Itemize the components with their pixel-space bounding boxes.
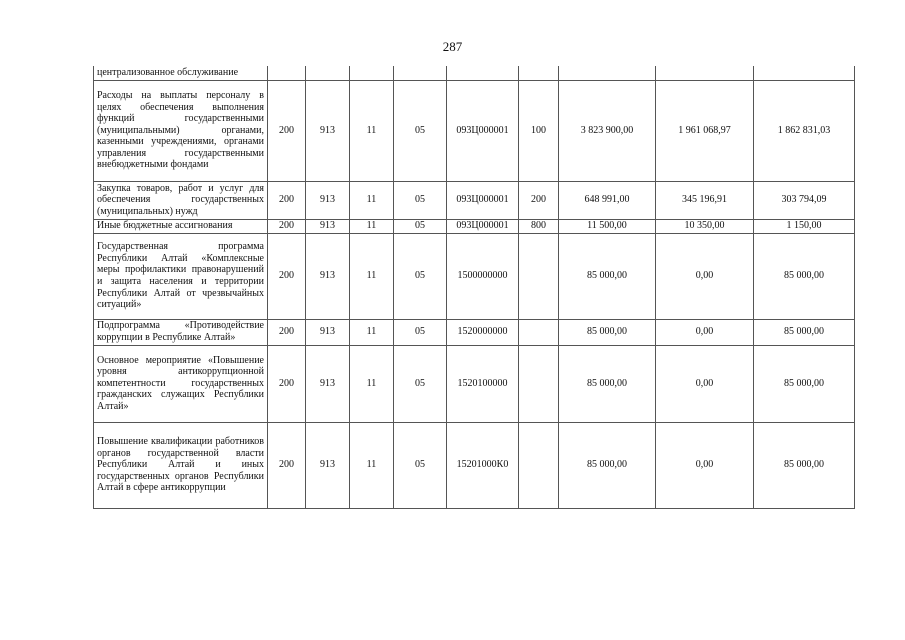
page-number: 287: [442, 39, 463, 54]
cell-amount-plan: 85 000,00: [559, 233, 656, 319]
cell-amount-plan: 648 991,00: [559, 181, 656, 219]
cell-ministry-code: 913: [306, 233, 350, 319]
cell-target-article: [447, 66, 519, 80]
cell-amount-plan: 85 000,00: [559, 422, 656, 508]
cell-expense-type: [519, 422, 559, 508]
cell-amount-remaining: 1 150,00: [754, 219, 855, 233]
cell-amount-plan: 3 823 900,00: [559, 80, 656, 181]
cell-amount-executed: 0,00: [656, 233, 754, 319]
cell-section: 11: [350, 319, 394, 345]
cell-amount-remaining: [754, 66, 855, 80]
cell-expense-type: 200: [519, 181, 559, 219]
row-name: Основное мероприятие «Повышение уровня антикоррупционной компетентности государственных гражданских служащих Республики Алтай»: [94, 345, 268, 422]
cell-target-article: 093Ц000001: [447, 181, 519, 219]
cell-amount-remaining: 303 794,09: [754, 181, 855, 219]
cell-section: 11: [350, 345, 394, 422]
cell-ministry-code: 913: [306, 219, 350, 233]
table-row: [94, 233, 855, 319]
cell-amount-executed: 0,00: [656, 345, 754, 422]
cell-subsection: 05: [394, 422, 447, 508]
cell-expense-type: [519, 319, 559, 345]
cell-expense-type: [519, 233, 559, 319]
cell-admin-code: 200: [268, 319, 306, 345]
cell-subsection: 05: [394, 219, 447, 233]
table-row: [94, 66, 855, 80]
cell-section: 11: [350, 181, 394, 219]
row-name: Государственная программа Республики Алтай «Комплексные меры профилактики правонарушений и защита населения и территории Республики Алтай от чрезвычайных ситуаций»: [94, 233, 268, 319]
row-name: Расходы на выплаты персоналу в целях обеспечения выполнения функций государственными (муниципальными) органами, казенными учреждениями, органами управления государственными внебюджетными фондами: [94, 80, 268, 181]
cell-target-article: 1500000000: [447, 233, 519, 319]
cell-ministry-code: 913: [306, 181, 350, 219]
table-row: [94, 422, 855, 508]
cell-admin-code: 200: [268, 219, 306, 233]
cell-amount-remaining: 1 862 831,03: [754, 80, 855, 181]
cell-section: [350, 66, 394, 80]
cell-admin-code: [268, 66, 306, 80]
cell-expense-type: 800: [519, 219, 559, 233]
row-name: Повышение квалификации работников органов государственной власти Республики Алтай и иных государственных органов Республики Алтай в сфере антикоррупции: [94, 422, 268, 508]
cell-subsection: 05: [394, 181, 447, 219]
table-row: [94, 319, 855, 345]
cell-target-article: 1520000000: [447, 319, 519, 345]
cell-amount-remaining: 85 000,00: [754, 233, 855, 319]
cell-admin-code: 200: [268, 422, 306, 508]
cell-admin-code: 200: [268, 233, 306, 319]
cell-subsection: 05: [394, 345, 447, 422]
row-name: Иные бюджетные ассигнования: [94, 219, 268, 233]
cell-amount-plan: 85 000,00: [559, 345, 656, 422]
cell-target-article: 15201000К0: [447, 422, 519, 508]
cell-target-article: 093Ц000001: [447, 219, 519, 233]
cell-amount-remaining: 85 000,00: [754, 422, 855, 508]
cell-expense-type: 100: [519, 80, 559, 181]
cell-admin-code: 200: [268, 345, 306, 422]
cell-section: 11: [350, 233, 394, 319]
cell-amount-executed: [656, 66, 754, 80]
cell-amount-plan: 85 000,00: [559, 319, 656, 345]
cell-section: 11: [350, 80, 394, 181]
cell-subsection: 05: [394, 233, 447, 319]
table-row: [94, 80, 855, 181]
row-name: централизованное обслуживание: [94, 66, 268, 80]
table-row: [94, 219, 855, 233]
cell-expense-type: [519, 66, 559, 80]
cell-section: 11: [350, 219, 394, 233]
cell-subsection: 05: [394, 319, 447, 345]
budget-table: [93, 66, 855, 509]
row-name: Подпрограмма «Противодействие коррупции в Республике Алтай»: [94, 319, 268, 345]
cell-expense-type: [519, 345, 559, 422]
cell-amount-plan: 11 500,00: [559, 219, 656, 233]
cell-section: 11: [350, 422, 394, 508]
cell-amount-executed: 0,00: [656, 319, 754, 345]
cell-admin-code: 200: [268, 80, 306, 181]
table-row: [94, 181, 855, 219]
cell-admin-code: 200: [268, 181, 306, 219]
cell-subsection: [394, 66, 447, 80]
cell-amount-executed: 10 350,00: [656, 219, 754, 233]
cell-target-article: 1520100000: [447, 345, 519, 422]
cell-amount-executed: 345 196,91: [656, 181, 754, 219]
cell-ministry-code: 913: [306, 345, 350, 422]
cell-amount-remaining: 85 000,00: [754, 319, 855, 345]
cell-target-article: 093Ц000001: [447, 80, 519, 181]
row-name: Закупка товаров, работ и услуг для обеспечения государственных (муниципальных) нужд: [94, 181, 268, 219]
cell-ministry-code: 913: [306, 422, 350, 508]
cell-amount-executed: 1 961 068,97: [656, 80, 754, 181]
cell-amount-executed: 0,00: [656, 422, 754, 508]
cell-ministry-code: [306, 66, 350, 80]
cell-amount-plan: [559, 66, 656, 80]
cell-ministry-code: 913: [306, 319, 350, 345]
cell-subsection: 05: [394, 80, 447, 181]
cell-ministry-code: 913: [306, 80, 350, 181]
table-row: [94, 345, 855, 422]
cell-amount-remaining: 85 000,00: [754, 345, 855, 422]
